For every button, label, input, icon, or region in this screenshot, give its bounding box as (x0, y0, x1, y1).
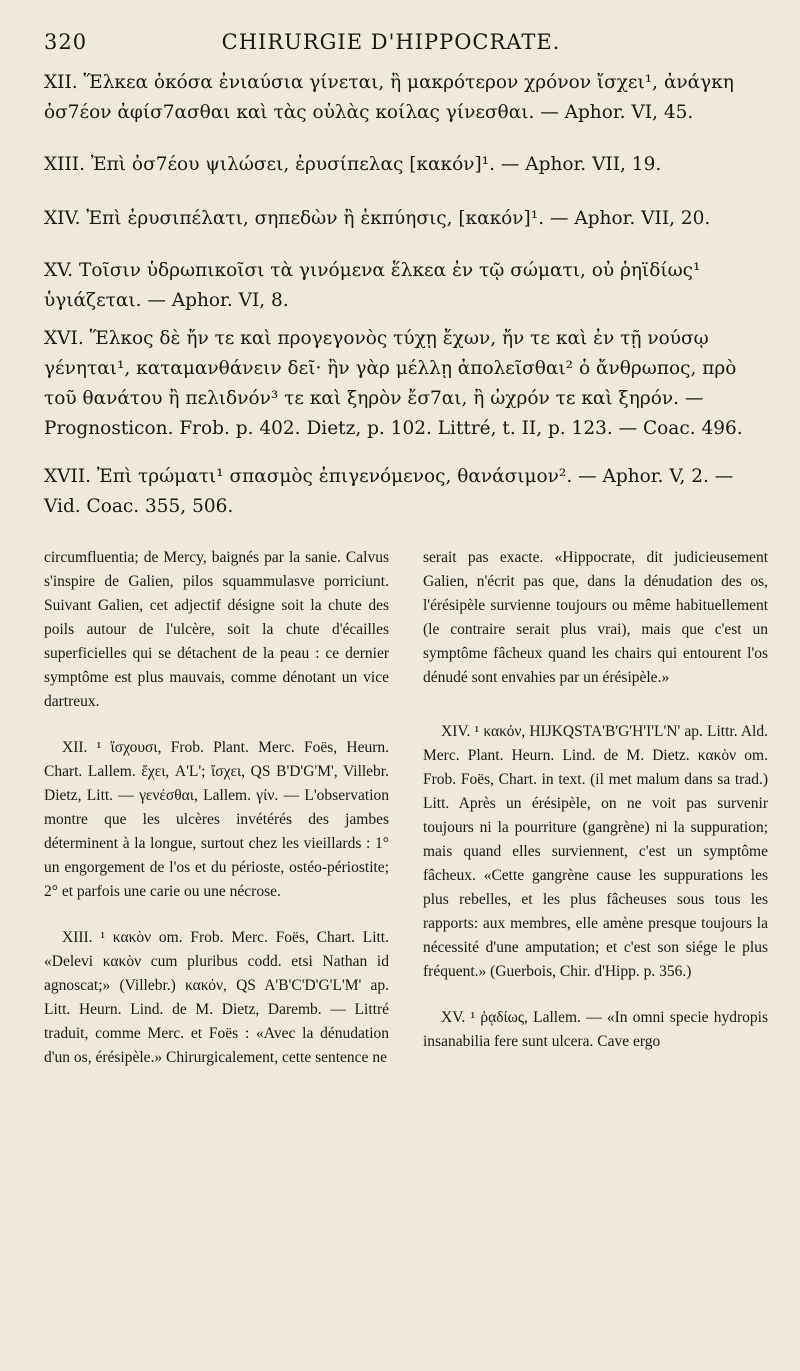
right-notes-column (423, 546, 768, 1070)
running-title: CHIRURGIE D'HIPPOCRATE. (221, 30, 561, 54)
notes-columns (44, 546, 768, 1070)
note-continuation-right: serait pas exacte. «Hippocrate, dit judicieusement Galien, n'écrit pas que, dans la dénudation des os, l'érésipèle survienne toujours ou même habituellement (le contraire serait plus vrai), mais que c'est un symptôme fâcheux quand les chairs qui entourent l'os dénudé sont envahies par un érésipèle.» (423, 549, 768, 686)
aphorism-xiii: XIII. Ἐπὶ ὀσ7έου ψιλώσει, ἐρυσίπελας [κακόν]¹. — Aphor. VII, 19. (44, 154, 662, 175)
aphorism-xvii: XVII. Ἐπὶ τρώματι¹ σπασμὸς ἐπιγενόμενος, θανάσιμον². — Aphor. V, 2. — Vid. Coac. 355, 506. (44, 466, 734, 517)
aphorism-xii: XII. Ἕλκεα ὁκόσα ἐνιαύσια γίνεται, ἢ μακρότερον χρόνον ἴσχει¹, ἀνάγκη ὀσ7έον ἀφίσ7ασθαι καὶ τὰς οὐλὰς κοίλας γίνεσθαι. — Aphor. VI, 45. (44, 72, 734, 123)
note-xiii: XIII. ¹ κακὸν om. Frob. Merc. Foës, Chart. Litt. «Delevi κακὸν cum pluribus codd. etsi Nathan id agnoscat;» (Villebr.) κακόν, QS A'B'C'D'G'L'M' ap. Litt. Heurn. Lind. de M. Dietz, Daremb. — Littré traduit, comme Merc. et Foës : «Avec la dénudation d'un os, érésipèle.» Chirurgicalement, cette sentence ne (44, 929, 389, 1066)
aphorism-xvi: XVI. Ἕλκος δὲ ἤν τε καὶ προγεγονὸς τύχῃ ἔχων, ἤν τε καὶ ἐν τῇ νούσῳ γένηται¹, καταμανθάνειν δεῖ· ἢν γὰρ μέλλῃ ἀπολεῖσθαι² ὁ ἄνθρωπος, πρὸ τοῦ θανάτου ἢ πελιδνόν³ τε καὶ ξηρὸν ἔσ7αι, ἢ ὠχρόν τε καὶ ξηρόν. — Prognosticon. Frob. p. 402. Dietz, p. 102. Littré, t. II, p. 123. — Coac. 496. (44, 328, 743, 439)
page-number: 320 (44, 30, 88, 54)
note-continuation-left: circumfluentia; de Mercy, baignés par la sanie. Calvus s'inspire de Galien, pilos squammulasve porriciunt. Suivant Galien, cet adjectif désigne soit la chute des poils autour de l'ulcère, soit la chute d'écailles superficielles qui se détachent de la peau : ce dernier symptôme est plus mauvais, comme dénotant un vice dartreux. (44, 549, 389, 710)
left-notes-column (44, 546, 389, 1070)
aphorism-xv: XV. Τοῖσιν ὑδρωπικοῖσι τὰ γινόμενα ἕλκεα ἐν τῷ σώματι, οὐ ῥηϊδίως¹ ὑγιάζεται. — Aphor. VI, 8. (44, 260, 701, 311)
aphorism-xiv: XIV. Ἐπὶ ἐρυσιπέλατι, σηπεδὼν ἢ ἐκπύησις, [κακόν]¹. — Aphor. VII, 20. (44, 208, 711, 229)
note-xii: XII. ¹ ἴσχουσι, Frob. Plant. Merc. Foës, Heurn. Chart. Lallem. ἔχει, A'L'; ἴσχει, QS B'D'G'M', Villebr. Dietz, Litt. — γενέσθαι, Lallem. γίν. — L'observation montre que les ulcères invétérés des jambes déterminent à la longue, surtout chez les vieillards : 1° un engorgement de l'os et du périoste, ostéo-périostite; 2° et parfois une carie ou une nécrose. (44, 739, 389, 900)
running-header (44, 30, 768, 60)
note-xiv: XIV. ¹ κακόν, HIJKQSTA'B'G'H'I'L'N' ap. Littr. Ald. Merc. Plant. Heurn. Lind. de M. Dietz. κακὸν om. Frob. Foës, Chart. in text. (il met malum dans sa trad.) Litt. Après un érésipèle, on ne voit pas survenir toujours ni la pourriture (gangrène) ni la suppuration; mais quand elles surviennent, c'est un symptôme fâcheux. «Cette gangrène cause les suppurations les plus rebelles, et les plus fâcheuses sous tous les rapports: aux membres, elle amène presque toujours la nécessité d'une amputation; et c'est son siége le plus fréquent.» (Guerbois, Chir. d'Hipp. p. 356.) (423, 723, 768, 980)
note-xv: XV. ¹ ῥᾳδίως, Lallem. — «In omni specie hydropis insanabilia fere sunt ulcera. Cave ergo (423, 1009, 768, 1050)
